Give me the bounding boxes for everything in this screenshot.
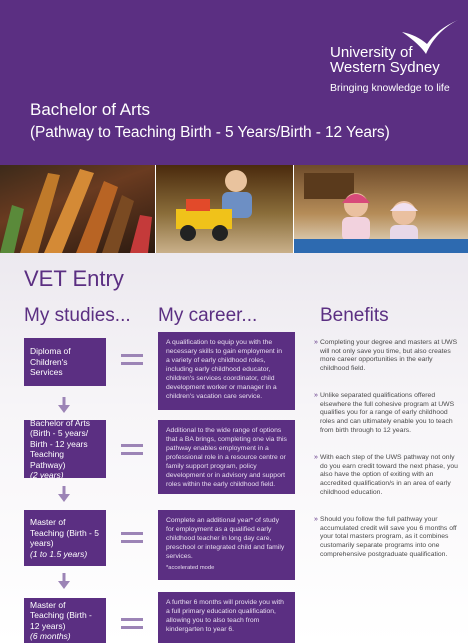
study-duration: (1 to 1.5 years) xyxy=(30,548,88,559)
equals-icon xyxy=(121,444,143,460)
study-box-master-5 xyxy=(24,510,106,566)
page-title: Bachelor of Arts xyxy=(30,100,151,119)
study-name: Master of Teaching (Birth - 12 years) xyxy=(30,599,92,631)
bullet-icon: » xyxy=(314,454,318,461)
child-with-truck-photo xyxy=(156,165,293,253)
equals-icon xyxy=(121,354,143,370)
study-box-bachelor xyxy=(24,417,106,480)
arrow-down-icon xyxy=(58,573,70,589)
bullet-icon: » xyxy=(314,392,318,399)
benefits-heading: Benefits xyxy=(320,305,389,326)
career-box-master-5 xyxy=(158,510,295,580)
career-text: A further 6 months will provide you with a full primary education qualification, allowing you to also teach from kindergarten to year 6. xyxy=(166,599,284,633)
career-box-bachelor xyxy=(158,420,295,494)
university-name xyxy=(330,45,440,75)
benefit-text: Completing your degree and masters at UWS will not only save you time, but also creates more career opportunities in the early childhood field. xyxy=(320,339,458,373)
benefit-text: With each step of the UWS pathway not only do you earn credit toward the next phase, you also have the option of exiting with an accredited qualification/s in an area of early childhood education. xyxy=(320,454,458,496)
bullet-icon: » xyxy=(314,516,318,523)
study-duration: (2 years) xyxy=(30,470,64,480)
benefit-item xyxy=(314,516,462,560)
arrow-down-icon xyxy=(58,397,70,413)
arrow-down-icon xyxy=(58,486,70,502)
benefit-item xyxy=(314,454,462,498)
university-tagline: Bringing knowledge to life xyxy=(330,82,450,94)
benefit-text: Should you follow the full pathway your accumulated credit will save you 6 months off your total masters program, as it combines customarily separate programs into one comprehensive postgraduate qualification. xyxy=(320,516,457,558)
studies-heading: My studies... xyxy=(24,305,131,326)
career-text: A qualification to equip you with the necessary skills to gain employment in a variety of early childhood roles, including early childhood educator, children's services coordinator, child development worker or manager in a children's vacation care service. xyxy=(166,339,282,400)
photo-strip xyxy=(0,165,468,253)
study-name: Diploma of Children's Services xyxy=(30,346,71,378)
equals-icon xyxy=(121,618,143,634)
study-name: Bachelor of Arts (Birth - 5 years/ Birth - 12 years Teaching Pathway) xyxy=(30,417,91,470)
header-banner xyxy=(0,0,468,165)
career-heading: My career... xyxy=(158,305,258,326)
career-box-diploma xyxy=(158,332,295,410)
study-name: Master of Teaching (Birth - 5 years) xyxy=(30,517,99,548)
study-box-master-12 xyxy=(24,598,106,643)
page-subtitle: (Pathway to Teaching Birth - 5 Years/Birth - 12 Years) xyxy=(30,124,390,141)
career-note: *accelerated mode xyxy=(166,565,215,571)
career-text: Additional to the wide range of options that a BA brings, completing one via this pathway enables employment in a professional role in a resource centre or family support program, policy development or in advisory and support roles within the early childhood field. xyxy=(166,427,287,488)
bullet-icon: » xyxy=(314,339,318,346)
section-title: VET Entry xyxy=(24,266,124,291)
benefit-item xyxy=(314,339,462,374)
equals-icon xyxy=(121,532,143,548)
study-box-diploma xyxy=(24,338,106,386)
benefit-text: Unlike separated qualifications offered elsewhere the full cohesive program at UWS qualifies you for a range of early childhood roles and can ultimately enable you to teach from birth through to 12 years. xyxy=(320,392,455,434)
career-box-master-12 xyxy=(158,592,295,643)
benefit-item xyxy=(314,392,462,436)
career-text: Complete an additional year* of study for employment as a qualified early childhood teacher in long day care, preschool or integrated child and family services. xyxy=(166,517,285,560)
university-name-line2: Western Sydney xyxy=(330,59,440,76)
children-playing-photo xyxy=(294,165,468,253)
study-duration: (6 months) xyxy=(30,631,71,641)
university-name-line1: University of xyxy=(330,44,413,61)
pencils-photo xyxy=(0,165,155,253)
